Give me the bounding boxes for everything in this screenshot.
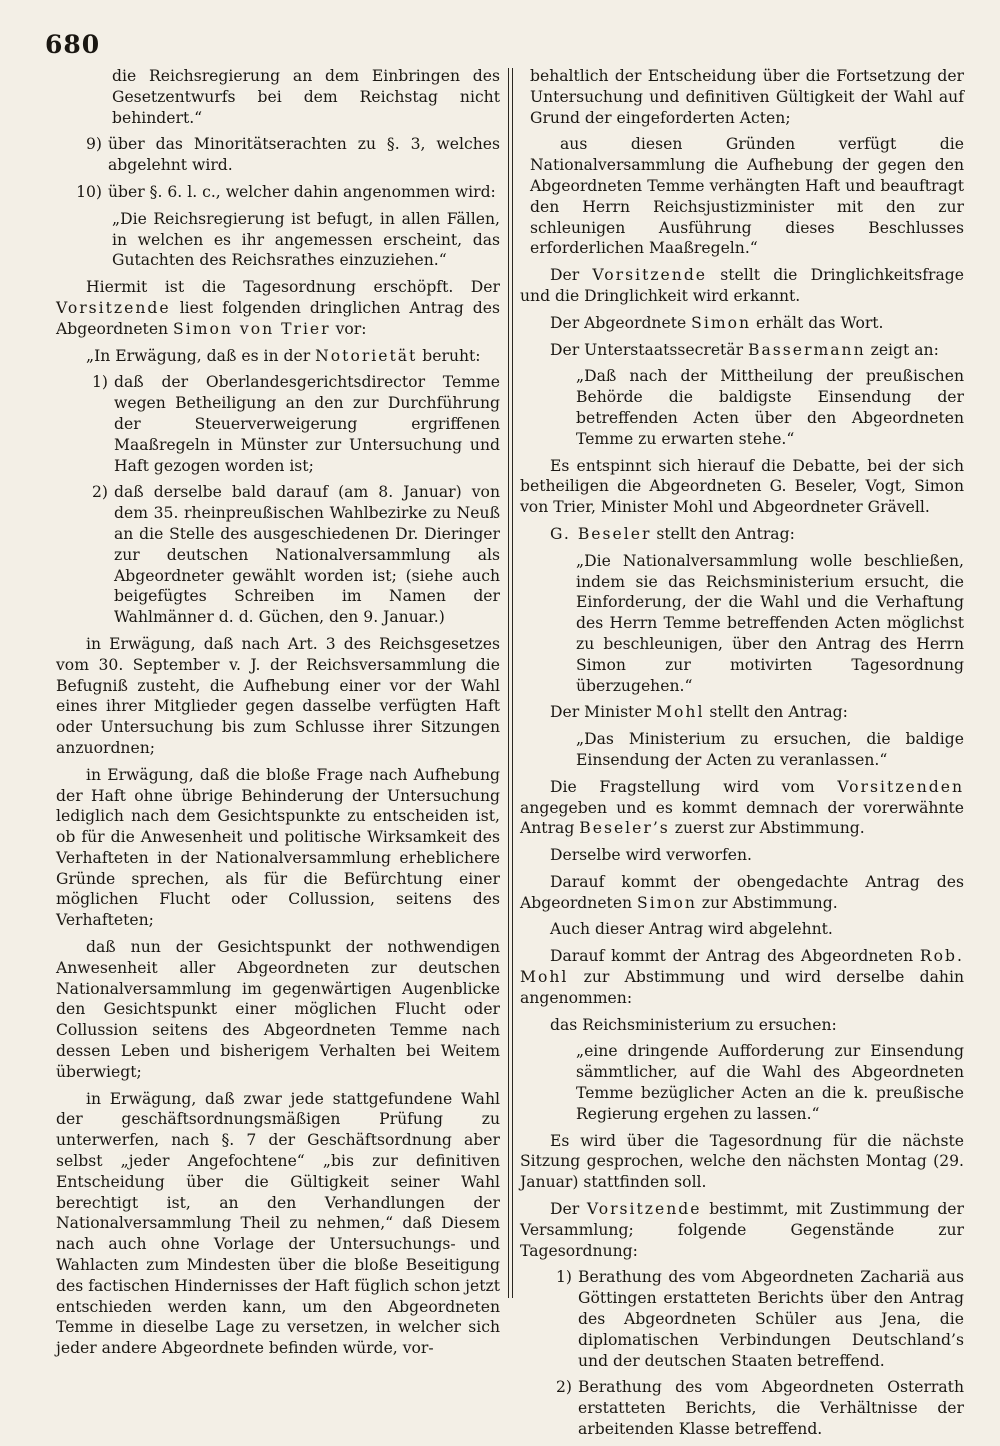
page-number: 680: [45, 30, 101, 59]
erwaegung-3: daß nun der Gesichtspunkt der nothwendigen Anwesenheit aller Abgeordneten zur deutschen Nationalversammlung im gegenwärtigen Augenblicke den Gesichtspunkt einer möglichen Flucht oder Collussion seitens des Abgeordneten Temme nach dessen Leben und bisherigem Verhalten bei Weitem überwiegt;: [56, 938, 500, 1081]
quote-beseler: „Die Nationalversammlung wolle beschließen, indem sie das Reichsministerium ersucht, die Einforderung, der die Wahl und die Verhaftung des Herrn Temme betreffenden Acten möglichst zu beschleunigen, über den Antrag des Herrn Simon zur motivirten Tagesordnung überzugehen.“: [576, 551, 964, 695]
paragraph-gegenstaende: Der Vorsitzende bestimmt, mit Zustimmung der Versammlung; folgende Gegenstände zur Tagesordnung:: [520, 1200, 964, 1260]
paragraph-mohl: Der Minister Mohl stellt den Antrag:: [550, 703, 848, 722]
agenda-item-1: 1) Berathung des vom Abgeordneten Zachariä aus Göttingen erstatteten Berichts über den Antrag des Abgeordneten Schüler aus Jena, die diplomatischen Verbindungen Deutschland’s und der deutschen Staaten betreffend.: [555, 1268, 964, 1370]
quote-ersuchen-intro: das Reichsministerium zu ersuchen:: [550, 1015, 837, 1034]
quote-mohl: „Das Ministerium zu ersuchen, die baldige Einsendung der Acten zu veranlassen.“: [576, 730, 964, 769]
paragraph-abgelehnt: Auch dieser Antrag wird abgelehnt.: [550, 920, 833, 939]
paragraph-tagesordnung: Hiermit ist die Tagesordnung erschöpft. Der Vorsitzende liest folgenden dringlichen Antrag des Abgeordneten Simon von Trier vor:: [56, 278, 500, 338]
left-column: [56, 66, 500, 1365]
right-column: [520, 66, 964, 1446]
paragraph-dringlichkeit: Der Vorsitzende stellt die Dringlichkeitsfrage und die Dringlichkeit wird erkannt.: [520, 266, 964, 305]
paragraph-simon-wort: Der Abgeordnete Simon erhält das Wort.: [550, 313, 884, 332]
column-divider: [508, 68, 509, 1298]
list-item-9: 9) über das Minoritätserachten zu §. 3, welches abgelehnt wird.: [85, 135, 500, 175]
paragraph-bassermann: Der Unterstaatssecretär Bassermann zeigt an:: [550, 340, 939, 359]
quote-reichsregierung: „Die Reichsregierung ist befugt, in allen Fällen, in welchen es ihr angemessen erscheint, das Gutachten des Reichsrathes einzuziehen.“: [112, 209, 500, 270]
agenda-item-2: 2) Berathung des vom Abgeordneten Osterrath erstatteten Berichts, die Verhältnisse der arbeitenden Klasse betreffend.: [555, 1378, 964, 1439]
paragraph-antrag-simon: Darauf kommt der obengedachte Antrag des Abgeordneten Simon zur Abstimmung.: [520, 872, 964, 912]
paragraph-verworfen: Derselbe wird verworfen.: [550, 846, 752, 865]
erwaegung-2: in Erwägung, daß die bloße Frage nach Aufhebung der Haft ohne übrige Behinderung der Untersuchung lediglich nach dem Gesichtspunkte zu entscheiden ist, ob für die Anwesenheit und politische Wirksamkeit des Verhafteten in der Nationalversammlung erheblichere Gründe sprechen, als für die Befürchtung einer möglichen Flucht oder Collussion, seitens des Verhafteten;: [56, 765, 500, 930]
erwaegung-4: in Erwägung, daß zwar jede stattgefundene Wahl der geschäftsordnungsmäßigen Prüfung zu unterwerfen, nach §. 7 der Geschäftsordnung aber selbst „jeder Angefochtene“ „bis zur definitiven Entscheidung über die Gültigkeit seiner Wahl berechtigt ist, an den Verhandlungen der Nationalversammlung Theil zu nehmen,“ daß Diesem nach auch ohne Vorlage der Untersuchungs- und Wahlacten zum Mindesten über die bloße Beseitigung des factischen Hindernisses der Haft füglich schon jetzt entschieden werden kann, um den Abgeordneten Temme in dieselbe Lage zu versetzen, in welcher sich jeder andere Abgeordnete befinden würde, vor-: [56, 1089, 500, 1358]
quote-ersuchen: „eine dringende Aufforderung zur Einsendung sämmtlicher, auf die Wahl des Abgeordneten Temme bezüglicher Acten an die k. preußische Regierung ergehen zu lassen.“: [576, 1042, 964, 1123]
column-divider-second: [512, 68, 513, 1298]
paragraph-beseler: G. Beseler stellt den Antrag:: [550, 524, 795, 543]
paragraph-fragstellung: Die Fragstellung wird vom Vorsitzenden angegeben und es kommt demnach der vorerwähnte Antrag Beseler’s zuerst zur Abstimmung.: [520, 777, 964, 838]
paragraph-debatte: Es entspinnt sich hierauf die Debatte, bei der sich betheiligen die Abgeordneten G. Beseler, Vogt, Simon von Trier, Minister Mohl und Abgeordneter Grävell.: [520, 456, 964, 517]
antrag-point-2: 2) daß derselbe bald darauf (am 8. Januar) von dem 35. rheinpreußischen Wahlbezirke zu Neuß an die Stelle des ausgeschiedenen Dr. Dieringer zur deutschen Nationalversammlung als Abgeordneter gewählt worden ist; (siehe auch beigefügtes Schreiben im Namen der Wahlmänner d. d. Güchen, den 9. Januar.): [91, 483, 500, 627]
quote-bassermann: „Daß nach der Mittheilung der preußischen Behörde die baldigste Einsendung der betreffenden Acten über den Abgeordneten Temme zu erwarten stehe.“: [576, 367, 964, 448]
antrag-intro: „In Erwägung, daß es in der Notorietät beruht:: [86, 346, 481, 365]
antrag-point-1: 1) daß der Oberlandesgerichtsdirector Temme wegen Betheiligung an den zur Durchführung der Steuerverweigerung ergriffenen Maaßregeln in Münster zur Untersuchung und Haft gezogen worden ist;: [91, 373, 500, 475]
paragraph-naechste-sitzung: Es wird über die Tagesordnung für die nächste Sitzung gesprochen, welche den nächsten Montag (29. Januar) stattfinden soll.: [520, 1131, 964, 1192]
list-item-10: 10) über §. 6. l. c., welcher dahin angenommen wird:: [76, 182, 496, 201]
erwaegung-1: in Erwägung, daß nach Art. 3 des Reichsgesetzes vom 30. September v. J. der Reichsversammlung die Befugniß zusteht, die Aufhebung einer vor der Wahl eines ihrer Mitglieder gegen dasselbe verfügten Haft oder Untersuchung bis zum Schlusse ihrer Sitzungen anzuordnen;: [56, 634, 500, 757]
antrag-conclusion: aus diesen Gründen verfügt die Nationalversammlung die Aufhebung der gegen den Abgeordneten Temme verhängten Haft und beauftragt den Herrn Reichsjustizminister mit den zur schleunigen Ausführung dieses Beschlusses erforderlichen Maaßregeln.“: [530, 135, 964, 258]
paragraph-antrag-rob-mohl: Darauf kommt der Antrag des Abgeordneten Rob. Mohl zur Abstimmung und wird derselbe dahin angenommen:: [520, 947, 964, 1007]
antrag-continuation: behaltlich der Entscheidung über die Fortsetzung der Untersuchung und definitiven Gültigkeit der Wahl auf Grund der eingeforderten Acten;: [530, 67, 964, 127]
paragraph-continuation: die Reichsregierung an dem Einbringen des Gesetzentwurfs bei dem Reichstag nicht behindert.“: [112, 67, 500, 127]
